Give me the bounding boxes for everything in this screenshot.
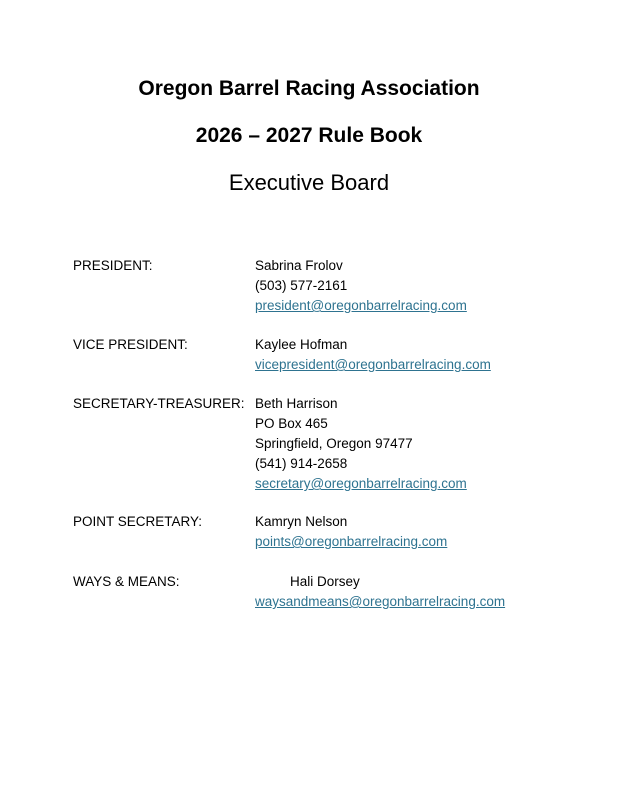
officer-details bbox=[255, 512, 447, 552]
officer-name: Beth Harrison bbox=[255, 396, 338, 411]
section-heading: Executive Board bbox=[228, 170, 390, 195]
email-link[interactable]: waysandmeans@oregonbarrelracing.com bbox=[255, 594, 506, 609]
email-link[interactable]: vicepresident@oregonbarrelracing.com bbox=[255, 357, 491, 372]
rulebook-title: 2026 – 2027 Rule Book bbox=[195, 124, 423, 147]
officer-phone: (541) 914-2658 bbox=[255, 456, 348, 471]
officer-name: Hali Dorsey bbox=[290, 574, 360, 589]
officer-details bbox=[255, 335, 491, 375]
email-link[interactable]: points@oregonbarrelracing.com bbox=[255, 534, 448, 549]
officer-phone: (503) 577-2161 bbox=[255, 278, 348, 293]
officer-name: Sabrina Frolov bbox=[255, 258, 343, 273]
email-link[interactable]: secretary@oregonbarrelracing.com bbox=[255, 476, 467, 491]
role-label: PRESIDENT: bbox=[73, 258, 153, 273]
email-link[interactable]: president@oregonbarrelracing.com bbox=[255, 298, 467, 313]
officer-details bbox=[255, 394, 467, 494]
address-line: Springfield, Oregon 97477 bbox=[255, 436, 413, 451]
officer-details bbox=[255, 256, 467, 316]
role-label: VICE PRESIDENT: bbox=[73, 337, 188, 352]
address-line: PO Box 465 bbox=[255, 416, 328, 431]
role-label: WAYS & MEANS: bbox=[73, 574, 180, 589]
organization-title: Oregon Barrel Racing Association bbox=[138, 77, 480, 100]
officer-name: Kamryn Nelson bbox=[255, 514, 348, 529]
officer-name: Kaylee Hofman bbox=[255, 337, 348, 352]
role-label: SECRETARY-TREASURER: bbox=[73, 396, 245, 411]
role-label: POINT SECRETARY: bbox=[73, 514, 203, 529]
officer-details bbox=[255, 572, 505, 612]
